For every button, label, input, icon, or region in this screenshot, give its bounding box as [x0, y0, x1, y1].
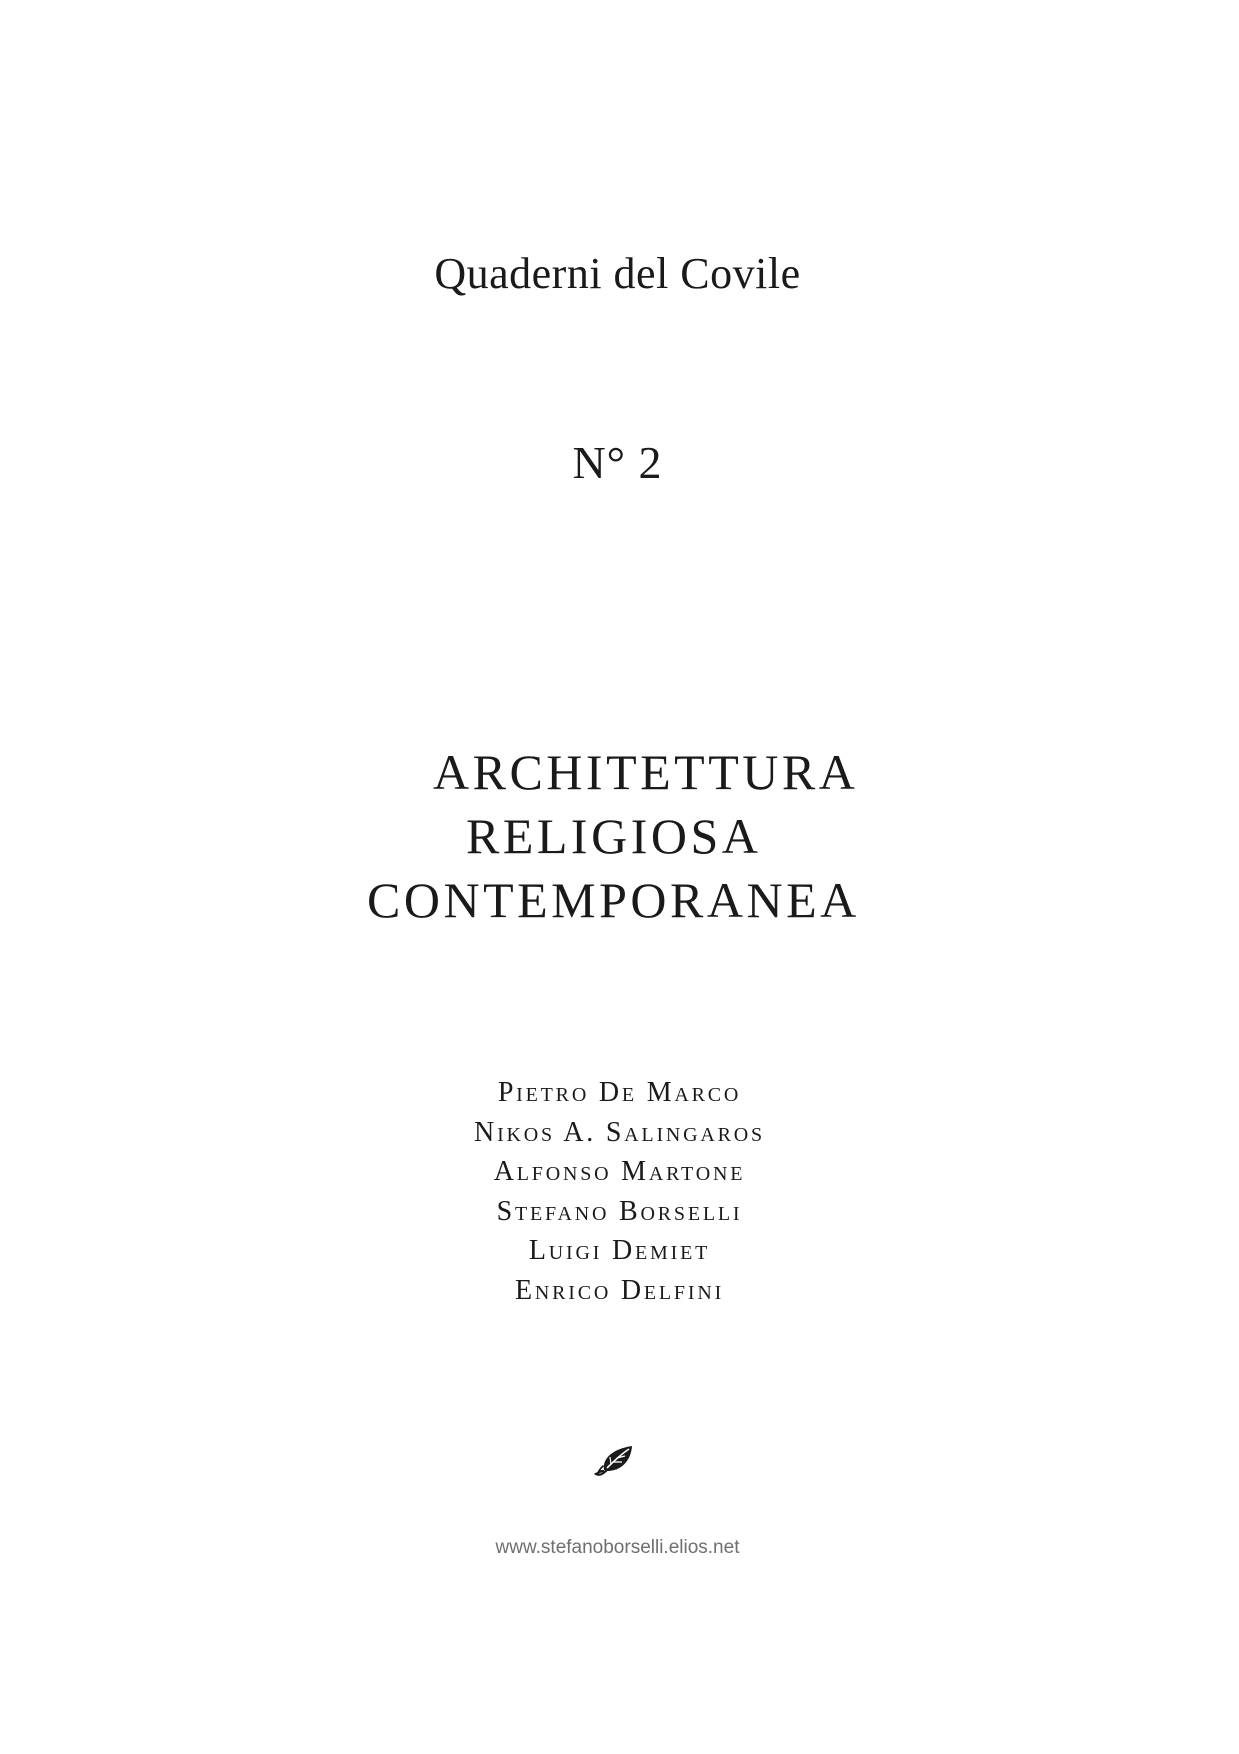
website-url	[0, 1537, 1239, 1559]
main-title-line-2: RELIGIOSA	[466, 808, 762, 864]
series-title	[0, 248, 1239, 299]
main-title-line-3: CONTEMPORANEA	[367, 872, 860, 928]
issue-number-text: N° 2	[572, 437, 663, 488]
leaf-icon	[594, 1443, 638, 1479]
author-list	[0, 1073, 1239, 1310]
author-name: Stefano Borselli	[496, 1195, 743, 1227]
author-name: Nikos A. Salingaros	[474, 1116, 765, 1148]
author-name: Pietro De Marco	[497, 1077, 742, 1108]
website-url-text: www.stefanoborselli.elios.net	[495, 1537, 740, 1558]
author-name: Luigi Demiet	[528, 1235, 711, 1266]
main-title-line-1: ARCHITETTURA	[433, 744, 859, 800]
issue-number	[0, 436, 1239, 489]
author-name: Enrico Delfini	[514, 1274, 725, 1306]
series-title-text: Quaderni del Covile	[434, 249, 801, 298]
author-name: Alfonso Martone	[493, 1156, 746, 1187]
